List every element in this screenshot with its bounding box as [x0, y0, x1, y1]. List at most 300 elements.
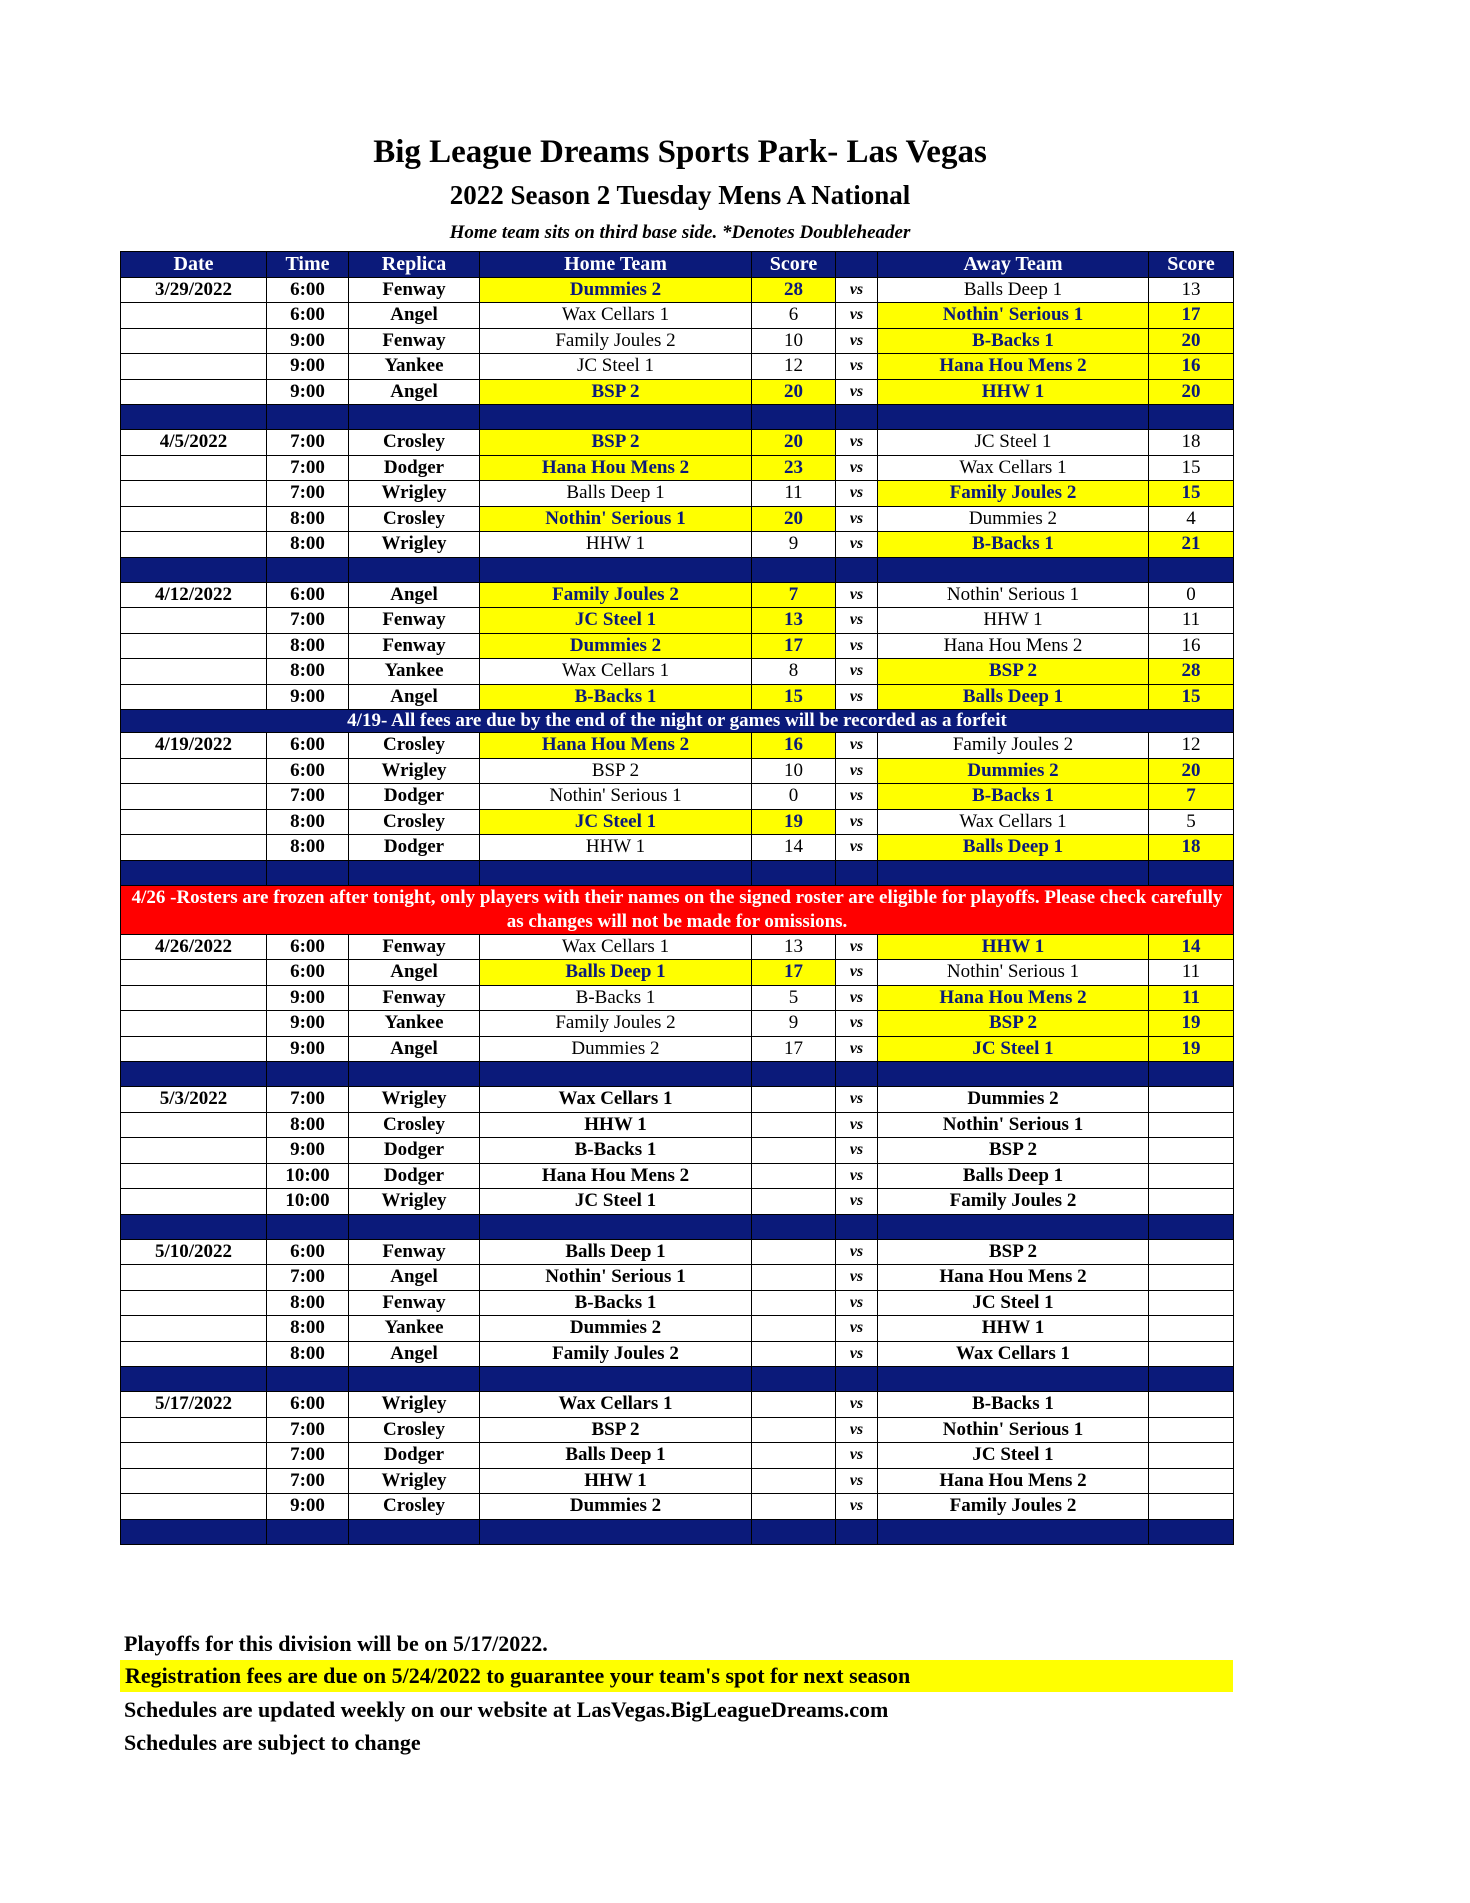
game-row [121, 835, 1234, 861]
vs-label: vs [836, 455, 878, 481]
notice-text: 4/19- All fees are due by the end of the night or games will be recorded as a forfeit [121, 710, 1234, 733]
vs-label: vs [836, 1112, 878, 1138]
separator-cell [480, 1062, 752, 1087]
separator-row [121, 1214, 1234, 1239]
game-row [121, 809, 1234, 835]
away-score: 18 [1149, 430, 1234, 456]
home-score [752, 1138, 836, 1164]
game-time: 7:00 [267, 1417, 349, 1443]
game-date [121, 1316, 267, 1342]
vs-label: vs [836, 1316, 878, 1342]
separator-cell [267, 1367, 349, 1392]
separator-cell [267, 860, 349, 885]
home-team: Dummies 2 [480, 277, 752, 303]
game-date: 5/17/2022 [121, 1392, 267, 1418]
separator-cell [349, 557, 480, 582]
table-header-row [121, 252, 1234, 278]
home-team: JC Steel 1 [480, 1189, 752, 1215]
away-score [1149, 1468, 1234, 1494]
game-field: Angel [349, 1265, 480, 1291]
separator-cell [878, 1062, 1149, 1087]
vs-label: vs [836, 1011, 878, 1037]
game-time: 9:00 [267, 379, 349, 405]
game-time: 7:00 [267, 455, 349, 481]
home-team: Dummies 2 [480, 633, 752, 659]
game-time: 9:00 [267, 328, 349, 354]
home-score [752, 1087, 836, 1113]
away-score: 18 [1149, 835, 1234, 861]
game-field: Yankee [349, 1316, 480, 1342]
game-date [121, 684, 267, 710]
game-date [121, 532, 267, 558]
home-score: 20 [752, 430, 836, 456]
game-date [121, 481, 267, 507]
home-team: Hana Hou Mens 2 [480, 455, 752, 481]
game-row [121, 506, 1234, 532]
game-time: 7:00 [267, 481, 349, 507]
game-field: Crosley [349, 733, 480, 759]
separator-cell [480, 860, 752, 885]
game-row [121, 1443, 1234, 1469]
game-time: 9:00 [267, 684, 349, 710]
game-row [121, 277, 1234, 303]
vs-label: vs [836, 1494, 878, 1520]
away-team: B-Backs 1 [878, 328, 1149, 354]
away-score: 14 [1149, 934, 1234, 960]
separator-cell [121, 860, 267, 885]
footer-change: Schedules are subject to change [124, 1730, 421, 1755]
away-team: Family Joules 2 [878, 1494, 1149, 1520]
game-date [121, 1163, 267, 1189]
game-date [121, 1265, 267, 1291]
game-time: 6:00 [267, 303, 349, 329]
game-row [121, 455, 1234, 481]
vs-label: vs [836, 1239, 878, 1265]
away-score: 28 [1149, 659, 1234, 685]
column-header-time: Time [267, 252, 349, 278]
separator-cell [752, 557, 836, 582]
away-team: JC Steel 1 [878, 1290, 1149, 1316]
separator-cell [1149, 1214, 1234, 1239]
home-score: 16 [752, 733, 836, 759]
game-field: Wrigley [349, 1392, 480, 1418]
home-team: Family Joules 2 [480, 328, 752, 354]
game-date [121, 784, 267, 810]
game-row [121, 379, 1234, 405]
home-team: Wax Cellars 1 [480, 934, 752, 960]
home-score [752, 1494, 836, 1520]
vs-label: vs [836, 379, 878, 405]
game-field: Wrigley [349, 532, 480, 558]
game-date [121, 1468, 267, 1494]
game-date: 4/5/2022 [121, 430, 267, 456]
away-score [1149, 1138, 1234, 1164]
vs-label: vs [836, 1265, 878, 1291]
vs-label: vs [836, 985, 878, 1011]
game-field: Fenway [349, 985, 480, 1011]
separator-cell [349, 1519, 480, 1544]
game-field: Angel [349, 379, 480, 405]
game-date [121, 960, 267, 986]
separator-cell [349, 1062, 480, 1087]
column-header-home-team: Home Team [480, 252, 752, 278]
separator-cell [480, 1519, 752, 1544]
game-date [121, 1011, 267, 1037]
away-score: 15 [1149, 455, 1234, 481]
home-team: HHW 1 [480, 532, 752, 558]
game-time: 8:00 [267, 532, 349, 558]
vs-label: vs [836, 1392, 878, 1418]
vs-label: vs [836, 1036, 878, 1062]
separator-row [121, 557, 1234, 582]
vs-label: vs [836, 506, 878, 532]
away-team: HHW 1 [878, 608, 1149, 634]
home-score [752, 1468, 836, 1494]
game-date: 4/12/2022 [121, 582, 267, 608]
game-field: Fenway [349, 608, 480, 634]
home-team: Nothin' Serious 1 [480, 784, 752, 810]
home-score: 13 [752, 608, 836, 634]
game-field: Crosley [349, 506, 480, 532]
separator-cell [836, 860, 878, 885]
away-team: Dummies 2 [878, 1087, 1149, 1113]
vs-label: vs [836, 481, 878, 507]
game-date [121, 608, 267, 634]
column-header-away-score: Score [1149, 252, 1234, 278]
away-team: Balls Deep 1 [878, 684, 1149, 710]
game-row [121, 784, 1234, 810]
separator-cell [1149, 1367, 1234, 1392]
away-team: Dummies 2 [878, 758, 1149, 784]
away-score: 17 [1149, 303, 1234, 329]
away-team: Balls Deep 1 [878, 1163, 1149, 1189]
game-time: 9:00 [267, 985, 349, 1011]
game-time: 7:00 [267, 1443, 349, 1469]
separator-cell [121, 1519, 267, 1544]
away-team: B-Backs 1 [878, 784, 1149, 810]
game-field: Fenway [349, 328, 480, 354]
home-team: Nothin' Serious 1 [480, 1265, 752, 1291]
away-team: HHW 1 [878, 934, 1149, 960]
game-row [121, 633, 1234, 659]
away-score [1149, 1163, 1234, 1189]
separator-cell [836, 557, 878, 582]
vs-label: vs [836, 328, 878, 354]
away-team: Wax Cellars 1 [878, 1341, 1149, 1367]
game-row [121, 1189, 1234, 1215]
home-score: 17 [752, 633, 836, 659]
home-team: BSP 2 [480, 1417, 752, 1443]
game-time: 6:00 [267, 1392, 349, 1418]
separator-cell [480, 1214, 752, 1239]
home-score: 0 [752, 784, 836, 810]
game-date [121, 506, 267, 532]
game-row [121, 532, 1234, 558]
game-time: 8:00 [267, 809, 349, 835]
away-score: 11 [1149, 960, 1234, 986]
separator-cell [121, 405, 267, 430]
home-score: 10 [752, 328, 836, 354]
away-team: Nothin' Serious 1 [878, 1417, 1149, 1443]
home-score [752, 1417, 836, 1443]
game-row [121, 1239, 1234, 1265]
home-team: B-Backs 1 [480, 1138, 752, 1164]
game-row [121, 1036, 1234, 1062]
home-score: 7 [752, 582, 836, 608]
away-score [1149, 1494, 1234, 1520]
home-score: 17 [752, 960, 836, 986]
game-time: 7:00 [267, 608, 349, 634]
column-header-away-team: Away Team [878, 252, 1149, 278]
home-score: 15 [752, 684, 836, 710]
game-row [121, 1341, 1234, 1367]
separator-row [121, 1062, 1234, 1087]
game-time: 7:00 [267, 1265, 349, 1291]
column-header-home-score: Score [752, 252, 836, 278]
home-team: Wax Cellars 1 [480, 659, 752, 685]
vs-label: vs [836, 1290, 878, 1316]
separator-cell [349, 1214, 480, 1239]
game-time: 10:00 [267, 1163, 349, 1189]
game-field: Yankee [349, 354, 480, 380]
home-score: 28 [752, 277, 836, 303]
game-field: Crosley [349, 1112, 480, 1138]
game-date [121, 659, 267, 685]
separator-cell [878, 557, 1149, 582]
game-time: 9:00 [267, 1011, 349, 1037]
game-field: Crosley [349, 1417, 480, 1443]
away-score: 11 [1149, 985, 1234, 1011]
home-team: HHW 1 [480, 835, 752, 861]
home-team: Dummies 2 [480, 1036, 752, 1062]
game-time: 7:00 [267, 430, 349, 456]
game-date [121, 354, 267, 380]
home-team: Dummies 2 [480, 1316, 752, 1342]
game-date [121, 1341, 267, 1367]
away-score: 13 [1149, 277, 1234, 303]
game-time: 6:00 [267, 1239, 349, 1265]
separator-cell [878, 405, 1149, 430]
game-row [121, 1138, 1234, 1164]
game-field: Yankee [349, 659, 480, 685]
separator-cell [267, 1519, 349, 1544]
home-team: Family Joules 2 [480, 1011, 752, 1037]
home-score: 12 [752, 354, 836, 380]
vs-label: vs [836, 1443, 878, 1469]
separator-cell [480, 557, 752, 582]
game-time: 8:00 [267, 633, 349, 659]
game-row [121, 659, 1234, 685]
home-score [752, 1189, 836, 1215]
vs-label: vs [836, 809, 878, 835]
vs-label: vs [836, 1163, 878, 1189]
game-time: 9:00 [267, 1138, 349, 1164]
away-score [1149, 1112, 1234, 1138]
away-team: Hana Hou Mens 2 [878, 354, 1149, 380]
home-score: 20 [752, 379, 836, 405]
game-row [121, 1290, 1234, 1316]
separator-cell [121, 1214, 267, 1239]
game-date [121, 1036, 267, 1062]
separator-cell [878, 1214, 1149, 1239]
separator-cell [752, 1062, 836, 1087]
away-score [1149, 1443, 1234, 1469]
home-team: Dummies 2 [480, 1494, 752, 1520]
away-score: 21 [1149, 532, 1234, 558]
game-row [121, 733, 1234, 759]
away-team: Hana Hou Mens 2 [878, 1265, 1149, 1291]
separator-cell [878, 1519, 1149, 1544]
home-score [752, 1392, 836, 1418]
game-row [121, 328, 1234, 354]
away-team: JC Steel 1 [878, 430, 1149, 456]
game-field: Wrigley [349, 1468, 480, 1494]
game-date [121, 633, 267, 659]
column-header-date: Date [121, 252, 267, 278]
game-field: Angel [349, 582, 480, 608]
home-team: B-Backs 1 [480, 1290, 752, 1316]
separator-cell [752, 405, 836, 430]
header-note: Home team sits on third base side. *Denotes Doubleheader [449, 222, 911, 243]
separator-cell [836, 1062, 878, 1087]
home-team: JC Steel 1 [480, 354, 752, 380]
separator-cell [480, 1367, 752, 1392]
home-score [752, 1443, 836, 1469]
separator-cell [1149, 557, 1234, 582]
separator-cell [480, 405, 752, 430]
separator-cell [752, 860, 836, 885]
game-date [121, 1290, 267, 1316]
away-team: BSP 2 [878, 1138, 1149, 1164]
separator-cell [836, 1367, 878, 1392]
game-time: 9:00 [267, 1036, 349, 1062]
game-field: Dodger [349, 1163, 480, 1189]
separator-cell [349, 1367, 480, 1392]
separator-cell [1149, 405, 1234, 430]
home-score: 17 [752, 1036, 836, 1062]
vs-label: vs [836, 354, 878, 380]
game-time: 10:00 [267, 1189, 349, 1215]
home-team: Hana Hou Mens 2 [480, 1163, 752, 1189]
game-field: Dodger [349, 455, 480, 481]
game-field: Wrigley [349, 481, 480, 507]
away-team: Family Joules 2 [878, 1189, 1149, 1215]
game-time: 8:00 [267, 835, 349, 861]
game-date [121, 303, 267, 329]
away-score [1149, 1417, 1234, 1443]
separator-cell [349, 860, 480, 885]
separator-cell [836, 1214, 878, 1239]
home-team: Wax Cellars 1 [480, 1087, 752, 1113]
home-team: HHW 1 [480, 1112, 752, 1138]
away-team: Dummies 2 [878, 506, 1149, 532]
game-field: Dodger [349, 1443, 480, 1469]
home-team: Family Joules 2 [480, 582, 752, 608]
vs-label: vs [836, 784, 878, 810]
separator-cell [121, 1062, 267, 1087]
away-team: HHW 1 [878, 379, 1149, 405]
game-time: 8:00 [267, 1290, 349, 1316]
away-score: 16 [1149, 633, 1234, 659]
away-team: Nothin' Serious 1 [878, 960, 1149, 986]
home-team: JC Steel 1 [480, 809, 752, 835]
vs-label: vs [836, 1138, 878, 1164]
game-row [121, 1417, 1234, 1443]
game-time: 7:00 [267, 784, 349, 810]
separator-cell [267, 1214, 349, 1239]
home-team: BSP 2 [480, 430, 752, 456]
home-team: Wax Cellars 1 [480, 303, 752, 329]
game-row [121, 1087, 1234, 1113]
schedule-body [121, 277, 1234, 1544]
home-team: B-Backs 1 [480, 985, 752, 1011]
separator-cell [752, 1367, 836, 1392]
game-field: Angel [349, 684, 480, 710]
game-row [121, 1112, 1234, 1138]
column-header-vs [836, 252, 878, 278]
fee-notice-row [121, 710, 1234, 733]
game-field: Fenway [349, 1239, 480, 1265]
game-field: Crosley [349, 1494, 480, 1520]
game-date: 5/10/2022 [121, 1239, 267, 1265]
game-field: Dodger [349, 1138, 480, 1164]
away-score: 16 [1149, 354, 1234, 380]
separator-cell [267, 557, 349, 582]
vs-label: vs [836, 430, 878, 456]
away-score: 19 [1149, 1011, 1234, 1037]
game-row [121, 1011, 1234, 1037]
home-score [752, 1265, 836, 1291]
away-team: B-Backs 1 [878, 1392, 1149, 1418]
away-score [1149, 1316, 1234, 1342]
game-date [121, 835, 267, 861]
home-team: Nothin' Serious 1 [480, 506, 752, 532]
home-team: Wax Cellars 1 [480, 1392, 752, 1418]
game-date [121, 1494, 267, 1520]
page-title: Big League Dreams Sports Park- Las Vegas [373, 134, 987, 170]
game-date [121, 379, 267, 405]
away-team: Nothin' Serious 1 [878, 582, 1149, 608]
game-row [121, 1392, 1234, 1418]
game-field: Fenway [349, 934, 480, 960]
column-header-replica: Replica [349, 252, 480, 278]
away-score: 0 [1149, 582, 1234, 608]
home-score [752, 1112, 836, 1138]
vs-label: vs [836, 608, 878, 634]
game-field: Fenway [349, 1290, 480, 1316]
away-team: Wax Cellars 1 [878, 809, 1149, 835]
game-field: Angel [349, 960, 480, 986]
page-subtitle: 2022 Season 2 Tuesday Mens A National [449, 180, 911, 210]
separator-cell [267, 405, 349, 430]
vs-label: vs [836, 934, 878, 960]
away-score: 11 [1149, 608, 1234, 634]
vs-label: vs [836, 835, 878, 861]
game-time: 6:00 [267, 960, 349, 986]
away-team: Nothin' Serious 1 [878, 303, 1149, 329]
away-team: Balls Deep 1 [878, 277, 1149, 303]
vs-label: vs [836, 633, 878, 659]
game-row [121, 1163, 1234, 1189]
home-team: BSP 2 [480, 758, 752, 784]
separator-cell [836, 405, 878, 430]
home-team: BSP 2 [480, 379, 752, 405]
away-score [1149, 1265, 1234, 1291]
away-team: BSP 2 [878, 1239, 1149, 1265]
game-time: 6:00 [267, 934, 349, 960]
home-team: B-Backs 1 [480, 684, 752, 710]
separator-cell [1149, 860, 1234, 885]
